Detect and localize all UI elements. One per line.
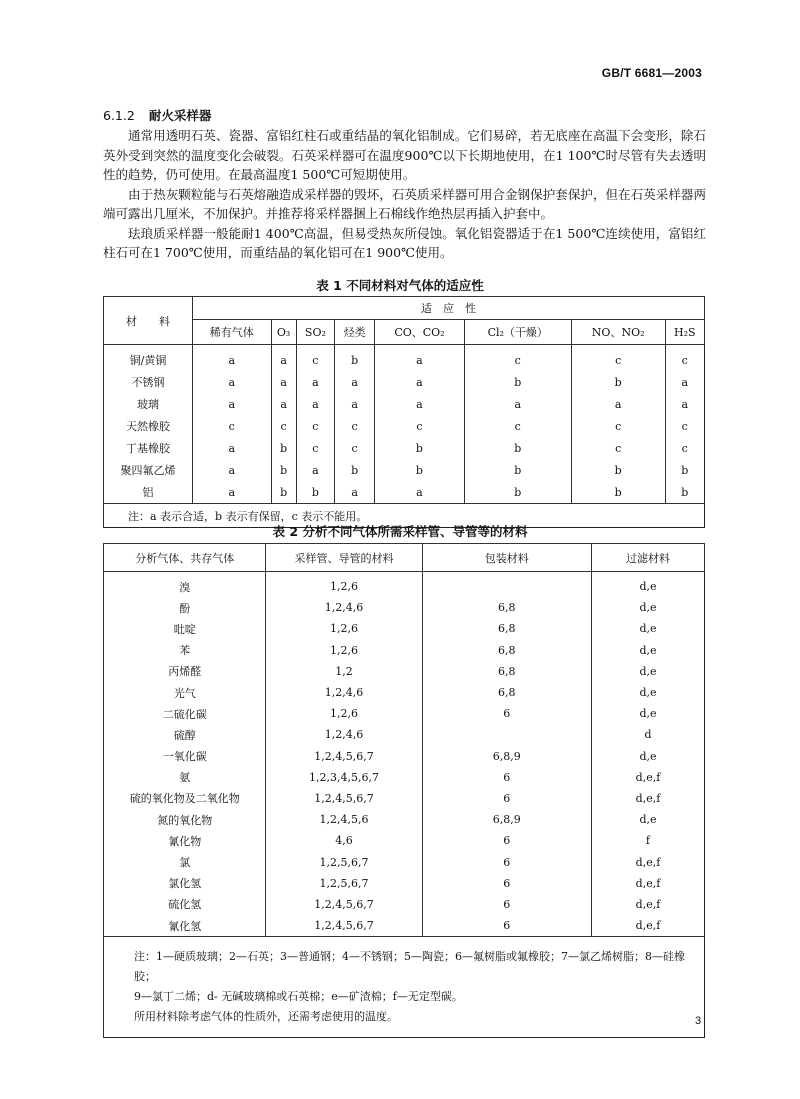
table1-value-cell: a: [464, 393, 571, 415]
table-row: [104, 915, 705, 937]
table2-value-cell: d,e,f: [591, 873, 704, 894]
table-row: [104, 618, 705, 639]
table1-value-cell: c: [571, 345, 665, 372]
table1-value-cell: a: [271, 371, 296, 393]
table2-value-cell: 1,2,6: [266, 640, 422, 661]
table2-gas-cell: 氮的氧化物: [104, 809, 266, 830]
table2-gas-cell: 氰化氢: [104, 915, 266, 937]
table1-value-cell: b: [464, 481, 571, 504]
table1-column-header: Cl₂（干燥）: [464, 320, 571, 345]
table2-value-cell: [422, 572, 591, 598]
table2-value-cell: 1,2,4,5,6,7: [266, 915, 422, 937]
table1-corner-header: 材 料: [104, 297, 193, 345]
table1-value-cell: a: [271, 393, 296, 415]
table2-gas-cell: 苯: [104, 640, 266, 661]
table1-material-cell: 聚四氟乙烯: [104, 459, 193, 481]
standard-code: GB/T 6681—2003: [601, 66, 702, 80]
table-row: [104, 703, 705, 724]
table1-value-cell: b: [296, 481, 334, 504]
table-row: [104, 640, 705, 661]
table1-value-cell: c: [296, 415, 334, 437]
table2-value-cell: 6: [422, 851, 591, 872]
table1-column-header: NO、NO₂: [571, 320, 665, 345]
table2-column-header: 分析气体、共存气体: [104, 544, 266, 572]
table-row: [104, 437, 705, 459]
table1-value-cell: a: [296, 371, 334, 393]
table1-value-cell: b: [375, 459, 465, 481]
table2-column-header: 包装材料: [422, 544, 591, 572]
table1-value-cell: b: [271, 459, 296, 481]
table2-value-cell: 1,2,5,6,7: [266, 873, 422, 894]
table2-value-cell: 6: [422, 703, 591, 724]
paragraph: 由于热灰颗粒能与石英熔融造成采样器的毁坏，石英质采样器可用合金钢保护套保护，但在石英采样器两端可露出几厘米，不加保护。并推荐将采样器捆上石棉线作绝热层再插入护套中。: [103, 186, 706, 221]
table-row: [104, 851, 705, 872]
table-row: [104, 597, 705, 618]
table2-gas-cell: 氨: [104, 767, 266, 788]
table1-value-cell: b: [335, 459, 375, 481]
table1-value-cell: a: [335, 371, 375, 393]
table1-value-cell: c: [464, 415, 571, 437]
table1-value-cell: c: [571, 437, 665, 459]
table1-value-cell: a: [665, 393, 704, 415]
table2-gas-cell: 丙烯醛: [104, 661, 266, 682]
table1-material-cell: 丁基橡胶: [104, 437, 193, 459]
table1-material-cell: 不锈钢: [104, 371, 193, 393]
table2-value-cell: d,e: [591, 809, 704, 830]
table1-value-cell: b: [271, 481, 296, 504]
table2-value-cell: 6,8: [422, 618, 591, 639]
table2-gas-materials: [103, 543, 705, 1038]
section-heading: [103, 106, 211, 124]
table2-value-cell: f: [591, 830, 704, 851]
table2-value-cell: 6,8: [422, 597, 591, 618]
table1-value-cell: b: [571, 481, 665, 504]
table1-value-cell: b: [464, 459, 571, 481]
table1-value-cell: a: [296, 393, 334, 415]
table-row: [104, 415, 705, 437]
table-row: [104, 481, 705, 504]
table-row: [104, 459, 705, 481]
table1-value-cell: c: [335, 415, 375, 437]
table2-value-cell: 6,8: [422, 640, 591, 661]
table1-value-cell: a: [375, 481, 465, 504]
table1-value-cell: b: [571, 371, 665, 393]
table1-material-cell: 玻璃: [104, 393, 193, 415]
table1-value-cell: b: [665, 459, 704, 481]
table1-value-cell: b: [271, 437, 296, 459]
table2-value-cell: d,e: [591, 703, 704, 724]
table2-note-line: 9—氯丁二烯；d- 无碱玻璃棉或石英棉；e—矿渣棉；f—无定型碳。: [134, 990, 463, 1004]
table1-column-header: 烃类: [335, 320, 375, 345]
table2-value-cell: 6: [422, 830, 591, 851]
table1-value-cell: b: [335, 345, 375, 372]
table2-gas-cell: 硫醇: [104, 724, 266, 745]
table1-value-cell: c: [296, 437, 334, 459]
table1-value-cell: c: [665, 415, 704, 437]
table2-value-cell: 1,2,4,5,6: [266, 809, 422, 830]
table2-value-cell: 1,2,6: [266, 572, 422, 598]
table2-value-cell: 6: [422, 873, 591, 894]
table1-material-cell: 铜/黄铜: [104, 345, 193, 372]
table2-value-cell: 1,2: [266, 661, 422, 682]
table1-value-cell: c: [665, 437, 704, 459]
table-row: [104, 873, 705, 894]
paragraph: 通常用透明石英、瓷器、富铝红柱石或重结晶的氧化铝制成。它们易碎，若无底座在高温下会变形，除石英外受到突然的温度变化会破裂。石英采样器可在温度900℃以下长期地使用，在1 100℃时尽管有失去透明性的趋势，仍可使用。在最高温度1 500℃可短期使用。: [103, 128, 706, 182]
table1-value-cell: a: [193, 481, 272, 504]
table1-value-cell: a: [335, 481, 375, 504]
table2-value-cell: 6,8: [422, 682, 591, 703]
table2-value-cell: 6,8,9: [422, 746, 591, 767]
table2-value-cell: 1,2,4,5,6,7: [266, 894, 422, 915]
table1-column-header: 稀有气体: [193, 320, 272, 345]
table2-value-cell: d,e: [591, 597, 704, 618]
table1-value-cell: a: [193, 345, 272, 372]
table1-column-header: SO₂: [296, 320, 334, 345]
table-row: [104, 767, 705, 788]
table2-column-header: 过滤材料: [591, 544, 704, 572]
table2-gas-cell: 硫的氧化物及二氧化物: [104, 788, 266, 809]
table1-value-cell: a: [193, 459, 272, 481]
table-row: [104, 371, 705, 393]
table1-value-cell: b: [464, 437, 571, 459]
table1-value-cell: a: [665, 371, 704, 393]
table2-value-cell: d,e: [591, 572, 704, 598]
table2-note-line: 注：1—硬质玻璃；2—石英；3—普通钢；4—不锈钢；5—陶瓷；6—氟树脂或氟橡胶；7—氯乙烯树脂；8—硅橡胶；: [134, 950, 685, 984]
table2-note-line: 所用材料除考虑气体的性质外，还需考虑使用的温度。: [134, 1010, 398, 1024]
table2-gas-cell: 硫化氢: [104, 894, 266, 915]
table1-value-cell: b: [375, 437, 465, 459]
table2-value-cell: 6: [422, 894, 591, 915]
table-row: [104, 830, 705, 851]
table1-value-cell: c: [464, 345, 571, 372]
table2-value-cell: d,e,f: [591, 851, 704, 872]
section-body: [103, 126, 706, 263]
table2-column-header: 采样管、导管的材料: [266, 544, 422, 572]
table1-value-cell: a: [375, 345, 465, 372]
table1-material-cell: 铝: [104, 481, 193, 504]
table1-value-cell: c: [296, 345, 334, 372]
table1-value-cell: c: [193, 415, 272, 437]
table2-value-cell: 1,2,3,4,5,6,7: [266, 767, 422, 788]
table2-value-cell: d,e,f: [591, 894, 704, 915]
table1-value-cell: a: [375, 371, 465, 393]
table2-value-cell: 1,2,4,5,6,7: [266, 788, 422, 809]
table2-gas-cell: 氯: [104, 851, 266, 872]
table2-value-cell: 1,2,4,6: [266, 597, 422, 618]
table1-value-cell: b: [464, 371, 571, 393]
table2-note: [104, 937, 705, 1038]
table1-column-header: O₃: [271, 320, 296, 345]
table2-gas-cell: 光气: [104, 682, 266, 703]
table1-column-header: CO、CO₂: [375, 320, 465, 345]
table2-gas-cell: 氯化氢: [104, 873, 266, 894]
table1-value-cell: a: [193, 437, 272, 459]
table2-value-cell: 1,2,6: [266, 703, 422, 724]
table2-value-cell: d,e,f: [591, 788, 704, 809]
table1-value-cell: a: [193, 393, 272, 415]
table2-value-cell: 1,2,6: [266, 618, 422, 639]
table-row: [104, 393, 705, 415]
table2-gas-cell: 吡啶: [104, 618, 266, 639]
table2-caption: 表 2 分析不同气体所需采样管、导管等的材料: [272, 524, 528, 539]
table2-value-cell: 6: [422, 788, 591, 809]
table-row: [104, 682, 705, 703]
table-row: [104, 788, 705, 809]
table2-value-cell: 6: [422, 767, 591, 788]
table2-note-row: [104, 937, 705, 1038]
table2-value-cell: 6,8,9: [422, 809, 591, 830]
table-row: [104, 661, 705, 682]
table-row: [104, 809, 705, 830]
table-row: [104, 724, 705, 745]
table-row: [104, 746, 705, 767]
table2-gas-cell: 二硫化碳: [104, 703, 266, 724]
table2-value-cell: 1,2,5,6,7: [266, 851, 422, 872]
table2-value-cell: 4,6: [266, 830, 422, 851]
table1-note: 注：a 表示合适，b 表示有保留，c 表示不能用。: [104, 504, 705, 528]
table1-value-cell: a: [375, 393, 465, 415]
table2-gas-cell: 氰化物: [104, 830, 266, 851]
table-row: [104, 894, 705, 915]
table2-value-cell: 1,2,4,6: [266, 682, 422, 703]
table2-value-cell: d,e: [591, 746, 704, 767]
table1-value-cell: b: [665, 481, 704, 504]
page-number: 3: [695, 1015, 702, 1027]
table1-value-cell: a: [571, 393, 665, 415]
table1-column-header: H₂S: [665, 320, 704, 345]
table1-value-cell: c: [571, 415, 665, 437]
table2-value-cell: d,e,f: [591, 767, 704, 788]
table2-value-cell: d: [591, 724, 704, 745]
table2-value-cell: d,e: [591, 682, 704, 703]
table2-value-cell: d,e: [591, 640, 704, 661]
table1-value-cell: a: [193, 371, 272, 393]
table2-value-cell: 6,8: [422, 661, 591, 682]
table2-gas-cell: 一氧化碳: [104, 746, 266, 767]
table1-value-cell: c: [335, 437, 375, 459]
table2-gas-cell: 溴: [104, 572, 266, 598]
table-row: [104, 345, 705, 372]
table1-value-cell: a: [296, 459, 334, 481]
table1-value-cell: a: [335, 393, 375, 415]
table1-value-cell: a: [271, 345, 296, 372]
table1-value-cell: c: [271, 415, 296, 437]
table1-group-header: 适 应 性: [193, 297, 705, 320]
table2-value-cell: 6: [422, 915, 591, 937]
table2-value-cell: [422, 724, 591, 745]
table1-value-cell: c: [375, 415, 465, 437]
table1-value-cell: c: [665, 345, 704, 372]
table1-material-suitability: [103, 296, 705, 528]
table2-value-cell: d,e: [591, 618, 704, 639]
table2-value-cell: 1,2,4,6: [266, 724, 422, 745]
table1-caption: 表 1 不同材料对气体的适应性: [316, 278, 484, 293]
paragraph: 珐琅质采样器一般能耐1 400℃高温，但易受热灰所侵蚀。氧化铝瓷器适于在1 500℃连续使用，富铝红柱石可在1 700℃使用，而重结晶的氧化铝可在1 900℃使用。: [103, 225, 706, 260]
table-row: [104, 572, 705, 598]
table1-material-cell: 天然橡胶: [104, 415, 193, 437]
table2-value-cell: d,e: [591, 661, 704, 682]
section-number: 6.1.2: [103, 108, 135, 123]
section-title: 耐火采样器: [148, 108, 212, 123]
table2-value-cell: d,e,f: [591, 915, 704, 937]
table2-gas-cell: 酚: [104, 597, 266, 618]
table1-value-cell: b: [571, 459, 665, 481]
table2-value-cell: 1,2,4,5,6,7: [266, 746, 422, 767]
